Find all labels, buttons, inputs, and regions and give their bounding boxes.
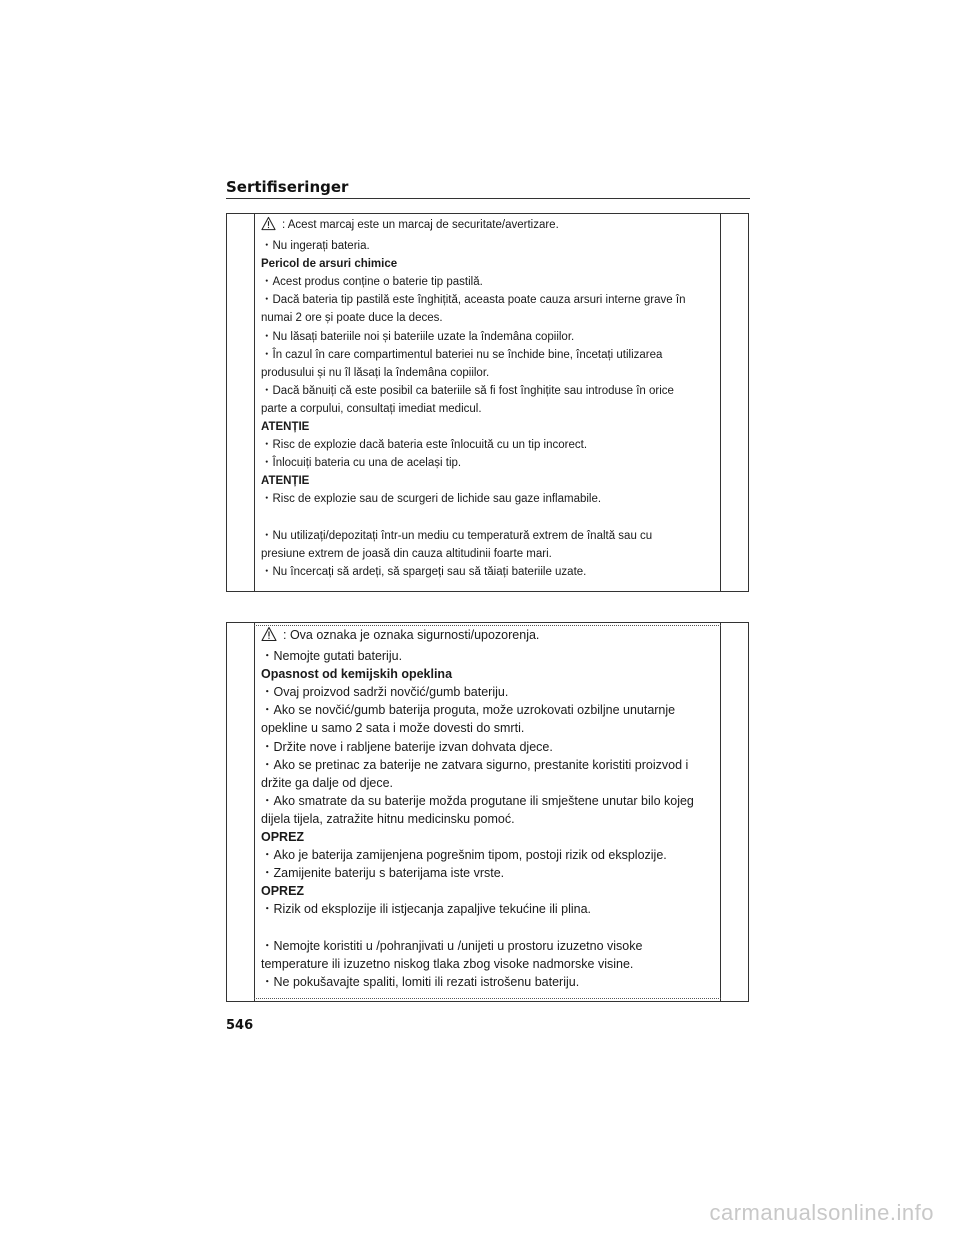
notice-line	[261, 973, 714, 991]
notice-line	[261, 291, 714, 309]
notice-line	[261, 527, 714, 545]
notice-line	[261, 792, 714, 810]
notice-heading	[261, 828, 714, 846]
notice-heading	[261, 472, 714, 490]
notice-line	[261, 545, 714, 563]
notice-line	[261, 400, 714, 418]
notice-line-text: : Ova oznaka je oznaka sigurnosti/upozorenja.	[283, 628, 540, 642]
box-left-margin	[227, 214, 255, 591]
notice-line-text: produsului și nu îl lăsați la îndemâna copiilor.	[261, 366, 490, 379]
notice-line	[261, 346, 714, 364]
notice-line-text: Pericol de arsuri chimice	[261, 258, 398, 271]
notice-heading	[261, 882, 714, 900]
title-divider	[226, 198, 750, 199]
warning-triangle-icon	[261, 626, 277, 647]
notice-line	[261, 774, 714, 792]
notice-line-text: numai 2 ore și poate duce la deces.	[261, 312, 443, 325]
notice-line-text: OPREZ	[261, 830, 305, 845]
notice-line	[261, 309, 714, 327]
notice-line	[261, 701, 714, 719]
notice-line	[261, 328, 714, 346]
notice-line-text: ・Înlocuiți bateria cu una de același tip.	[261, 457, 462, 470]
box-right-margin	[720, 214, 748, 591]
notice-line	[261, 490, 714, 508]
notice-line	[261, 436, 714, 454]
notice-line	[261, 900, 714, 918]
notice-line-text: opekline u samo 2 sata i može dovesti do smrti.	[261, 721, 525, 736]
notice-line	[261, 810, 714, 828]
notice-line-text: ・În cazul în care compartimentul bateriei nu se închide bine, încetați utilizarea	[261, 348, 663, 361]
notice-line	[261, 454, 714, 472]
notice-line-text: ・Nu utilizați/depozitați într-un mediu cu temperatură extrem de înaltă sau cu	[261, 529, 653, 542]
notice-line	[261, 626, 714, 647]
page-number: 546	[226, 1018, 254, 1033]
notice-line-text: ・Zamijenite bateriju s baterijama iste vrste.	[261, 866, 505, 881]
notice-line	[261, 864, 714, 882]
notice-line	[261, 756, 714, 774]
notice-line-text: ・Dacă bănuiți că este posibil ca bateriile să fi fost înghițite sau introduse în orice	[261, 384, 674, 397]
notice-line	[261, 955, 714, 973]
notice-text-croatian	[261, 626, 714, 991]
notice-heading	[261, 255, 714, 273]
notice-line-text: ・Ne pokušavajte spaliti, lomiti ili rezati istrošenu bateriju.	[261, 974, 580, 989]
notice-line	[261, 719, 714, 737]
notice-heading	[261, 418, 714, 436]
notice-line	[261, 683, 714, 701]
notice-line-text: OPREZ	[261, 884, 305, 899]
notice-line-text: ・Rizik od eksplozije ili istjecanja zapaljive tekućine ili plina.	[261, 902, 592, 917]
notice-line-text: ATENȚIE	[261, 475, 310, 488]
blank-line	[261, 509, 714, 527]
section-title: Sertifiseringer	[226, 178, 349, 196]
dotted-divider-bottom	[254, 998, 721, 999]
notice-line-text: ・Ako se novčić/gumb baterija proguta, može uzrokovati ozbiljne unutarnje	[261, 703, 676, 718]
notice-line-text: Opasnost od kemijskih opeklina	[261, 667, 453, 682]
notice-line-text: ・Držite nove i rabljene baterije izvan dohvata djece.	[261, 739, 553, 754]
notice-line-text: parte a corpului, consultați imediat medicul.	[261, 402, 482, 415]
notice-line	[261, 273, 714, 291]
notice-line-text: dijela tijela, zatražite hitnu medicinsku pomoć.	[261, 811, 515, 826]
notice-line	[261, 563, 714, 581]
notice-line	[261, 738, 714, 756]
notice-line	[261, 382, 714, 400]
notice-line	[261, 846, 714, 864]
notice-line-text: : Acest marcaj este un marcaj de securitate/avertizare.	[282, 219, 559, 231]
notice-line-text: ・Ako smatrate da su baterije možda progutane ili smještene unutar bilo kojeg	[261, 793, 694, 808]
notice-text-romanian	[261, 216, 714, 581]
notice-line-text: ・Ako se pretinac za baterije ne zatvara sigurno, prestanite koristiti proizvod i	[261, 757, 689, 772]
notice-line-text: presiune extrem de joasă din cauza altitudinii foarte mari.	[261, 547, 552, 560]
notice-line-text: ・Risc de explozie sau de scurgeri de lichide sau gaze inflamabile.	[261, 493, 602, 506]
notice-line	[261, 647, 714, 665]
blank-line	[261, 919, 714, 937]
notice-line	[261, 216, 714, 237]
notice-line-text: ・Acest produs conține o baterie tip pastilă.	[261, 276, 483, 289]
notice-line-text: ・Risc de explozie dacă bateria este înlocuită cu un tip incorect.	[261, 439, 588, 452]
notice-line-text: ・Nu lăsați bateriile noi și bateriile uzate la îndemâna copiilor.	[261, 330, 575, 343]
notice-line-text: ・Dacă bateria tip pastilă este înghițită, aceasta poate cauza arsuri interne grave în	[261, 294, 686, 307]
notice-line-text: ・Nemojte gutati bateriju.	[261, 649, 403, 664]
notice-line	[261, 364, 714, 382]
safety-notice-croatian	[226, 622, 749, 1002]
notice-line-text: temperature ili izuzetno niskog tlaka zbog visoke nadmorske visine.	[261, 956, 634, 971]
warning-triangle-icon	[261, 216, 276, 237]
notice-line-text: ・Nemojte koristiti u /pohranjivati u /unijeti u prostoru izuzetno visoke	[261, 938, 643, 953]
notice-line-text: držite ga dalje od djece.	[261, 775, 394, 790]
safety-notice-romanian	[226, 213, 749, 592]
notice-line-text: ・Ako je baterija zamijenjena pogrešnim tipom, postoji rizik od eksplozije.	[261, 848, 667, 863]
notice-line-text: ・Nu încercați să ardeți, să spargeți sau să tăiați bateriile uzate.	[261, 565, 587, 578]
notice-line-text: ATENȚIE	[261, 421, 310, 434]
notice-heading	[261, 665, 714, 683]
notice-line	[261, 237, 714, 255]
box-left-margin	[227, 623, 255, 1001]
notice-line-text: ・Nu ingerați bateria.	[261, 240, 370, 253]
box-right-margin	[720, 623, 748, 1001]
notice-line-text: ・Ovaj proizvod sadrži novčić/gumb bateriju.	[261, 685, 509, 700]
notice-line	[261, 937, 714, 955]
watermark: carmanualsonline.info	[709, 1200, 934, 1225]
